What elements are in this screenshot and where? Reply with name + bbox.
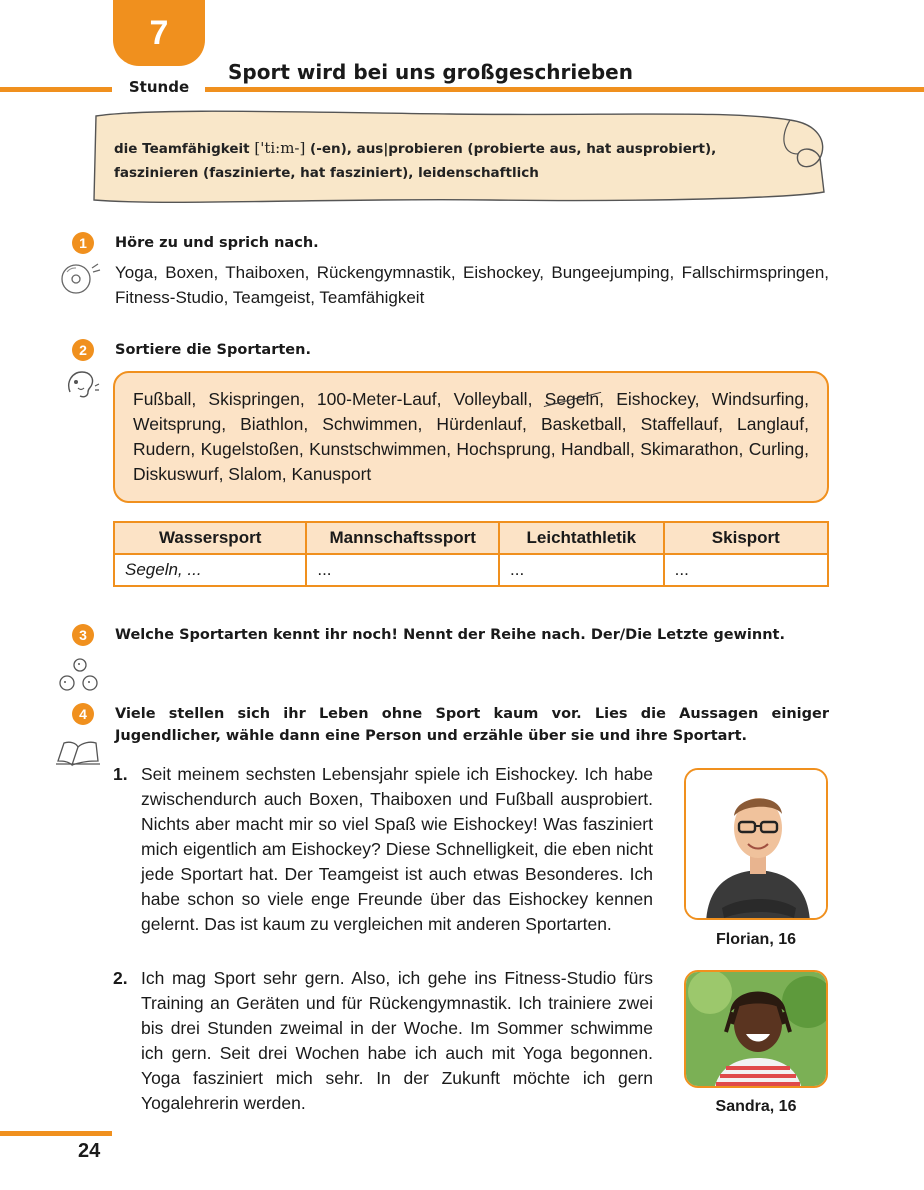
exercise-1-number: 1: [72, 232, 94, 254]
statement-text: Seit meinem sechsten Lebensjahr spiele ich Eishockey. Ich habe zwischendurch auch Boxen, Thaiboxen und Fußball ausprobiert. Nichts aber macht mir so viel Spaß wie Eishockey! Was fasziniert mich eigentlich am Eishockey? Diese Schnelligkeit, die eben nicht jede Sportart hat. Der Teamgeist ist auch etwas Besonderes. Ich habe schon so viele enge Freunde über das Eishockey kennen gelernt. Das ist kaum zu vergleichen mit anderen Sportarten.: [141, 764, 653, 934]
lesson-tab: [113, 0, 205, 66]
exercise-3-number: 3: [72, 624, 94, 646]
vocabulary-text: [114, 136, 754, 185]
cd-icon: [56, 262, 102, 296]
statement-2: [113, 966, 653, 1116]
sports-table: [113, 521, 829, 587]
table-cell: ...: [499, 554, 664, 586]
lesson-number: 7: [149, 13, 169, 52]
photo-florian: [684, 768, 828, 920]
struck-example: Segeln: [544, 389, 600, 409]
exercise-2-instruction: Sortiere die Sportarten.: [115, 342, 311, 358]
table-header: Skisport: [664, 522, 828, 554]
vocab-line-2: faszinieren (faszinierte, hat fasziniert), leidenschaftlich: [114, 165, 539, 181]
statement-text: Ich mag Sport sehr gern. Also, ich gehe ins Fitness-Studio fürs Training an Geräten und für Rückengymnastik. Ich trainiere zwei bis drei Stunden zweimal in der Woche. Im Sommer schwimme ich gern. Seit drei Wochen habe ich auch mit Yoga begonnen. Yoga fasziniert mich sehr. In der Zukunft möchte ich gern Yogalehrerin werden.: [141, 968, 653, 1113]
statement-number: 1.: [113, 764, 128, 784]
header-rule-left: [0, 87, 112, 92]
florian-portrait: [686, 770, 828, 920]
table-header: Mannschaftssport: [306, 522, 499, 554]
exercise-4-number: 4: [72, 703, 94, 725]
table-cell: ...: [664, 554, 828, 586]
lesson-label: Stunde: [128, 78, 190, 96]
caption-florian: Florian, 16: [715, 931, 797, 948]
caption-sandra: Sandra, 16: [715, 1098, 797, 1115]
exercise-1-text: Yoga, Boxen, Thaiboxen, Rückengymnastik, Eishockey, Bungeejumping, Fallschirmspringen, Fitness-Studio, Teamgeist, Teamfähigkeit: [115, 263, 829, 307]
group-talk-icon: [56, 656, 102, 694]
table-header: Wassersport: [114, 522, 306, 554]
photo-sandra: [684, 970, 828, 1088]
statement-number: 2.: [113, 968, 128, 988]
page-number: 24: [78, 1140, 101, 1162]
exercise-4-instruction: Viele stellen sich ihr Leben ohne Sport kaum vor. Lies die Aussagen einiger Jugendlicher, wähle dann eine Person und erzähle über sie und ihre Sportart.: [115, 706, 829, 744]
table-cell: Segeln, ...: [114, 554, 306, 586]
table-header-row: [114, 522, 828, 554]
table-cell: ...: [306, 554, 499, 586]
sports-list-box: Fußball, Skispringen, 100-Meter-Lauf, Volleyball, Segeln, Eishockey, Windsurfing, Weitsprung, Biathlon, Schwimmen, Hürdenlauf, Basketball, Staffellauf, Langlauf, Rudern, Kugelstoßen, Kunstschwimmen, Hochsprung, Handball, Skimarathon, Curling, Diskuswurf, Slalom, Kanusport: [113, 371, 829, 503]
vocabulary-scroll: [90, 106, 830, 216]
ipa-transcription: ['ti:m-]: [254, 139, 306, 157]
page-title: Sport wird bei uns großgeschrieben: [228, 60, 633, 84]
footer-rule: [0, 1131, 112, 1136]
exercise-3-instruction: Welche Sportarten kennt ihr noch! Nennt der Reihe nach. Der/Die Letzte gewinnt.: [115, 627, 785, 643]
vocab-line-1: die Teamfähigkeit ['ti:m-] (-en), aus|probieren (probierte aus, hat ausprobiert),: [114, 139, 717, 157]
header-rule-right: [205, 87, 924, 92]
table-header: Leichtathletik: [499, 522, 664, 554]
exercise-1-instruction: Höre zu und sprich nach.: [115, 235, 319, 251]
book-icon: [54, 737, 102, 767]
table-row: [114, 554, 828, 586]
sandra-portrait: [686, 972, 828, 1088]
listening-icon: [64, 368, 102, 402]
exercise-2-number: 2: [72, 339, 94, 361]
statement-1: [113, 762, 653, 937]
